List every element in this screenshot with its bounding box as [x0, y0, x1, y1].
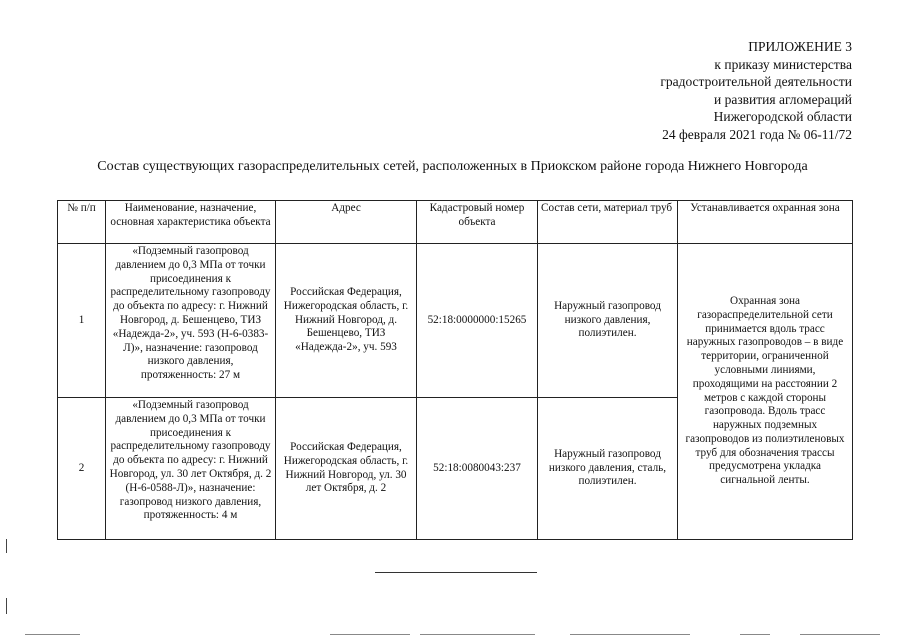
- network-composition: Наружный газопровод низкого давления, сталь, полиэтилен.: [538, 398, 678, 540]
- document-title: Состав существующих газораспределительных сетей, расположенных в Приокском районе города Нижнего Новгорода: [97, 159, 808, 174]
- appendix-header: [592, 38, 852, 143]
- header-number: № п/п: [58, 201, 106, 244]
- row-number: 1: [58, 244, 106, 398]
- order-line-3: и развития агломераций: [713, 91, 852, 107]
- order-line-4: Нижегородской области: [713, 109, 852, 124]
- scan-edge-line: [740, 634, 770, 635]
- cadastral-number: 52:18:0000000:15265: [417, 244, 538, 398]
- protection-zone-text: Охранная зона газораспределительной сети принимается вдоль трасс наружных газопроводов – в виде территории, ограниченной условными линиями, проходящими на расстоянии 2 метров с каждой стороны газопровода. Вдоль трасс наружных подземных газопроводов из полиэтиленовых труб для обозначения трассы предусмотрена укладка сигнальной ленты.: [678, 244, 853, 540]
- header-composition: Состав сети, материал труб: [538, 201, 678, 244]
- header-name: Наименование, назначение, основная характеристика объекта: [106, 201, 276, 244]
- object-description: «Подземный газопровод давлением до 0,3 МПа от точки присоединения к распределительному газопроводу до объекта по адресу: г. Нижний Новгород, д. Бешенцево, ТИЗ «Надежда-2», уч. 593 (Н-6-0383-Л)», назначение: газопровод низкого давления, протяженность: 27 м: [106, 244, 276, 398]
- row-number: 2: [58, 398, 106, 540]
- order-line-1: к приказу министерства: [714, 56, 852, 72]
- scan-margin-mark: [6, 598, 7, 614]
- order-line-2: градостроительной деятельности: [660, 74, 852, 89]
- scan-edge-line: [330, 634, 410, 635]
- header-cadastral: Кадастровый номер объекта: [417, 201, 538, 244]
- object-address: Российская Федерация, Нижегородская область, г. Нижний Новгород, ул. 30 лет Октября, д. 2: [276, 398, 417, 540]
- order-date-number: 24 февраля 2021 года № 06-11/72: [662, 126, 852, 142]
- cadastral-number: 52:18:0080043:237: [417, 398, 538, 540]
- scan-margin-mark: [6, 539, 7, 553]
- scan-edge-line: [25, 634, 80, 635]
- object-address: Российская Федерация, Нижегородская область, г. Нижний Новгород, д. Бешенцево, ТИЗ «Надежда-2», уч. 593: [276, 244, 417, 398]
- signature-rule: [375, 572, 537, 573]
- network-composition: Наружный газопровод низкого давления, полиэтилен.: [538, 244, 678, 398]
- table-header-row: [58, 201, 853, 244]
- header-address: Адрес: [276, 201, 417, 244]
- object-description: «Подземный газопровод давлением до 0,3 МПа от точки присоединения к распределительному газопроводу до объекта по адресу: г. Нижний Новгород, ул. 30 лет Октября, д. 2 (Н-6-0588-Л)», назначение: газопровод низкого давления, протяженность: 4 м: [106, 398, 276, 540]
- header-zone: Устанавливается охранная зона: [678, 201, 853, 244]
- scan-edge-line: [800, 634, 880, 635]
- scan-edge-line: [420, 634, 535, 635]
- gas-network-table: [57, 200, 853, 540]
- scan-edge-line: [570, 634, 690, 635]
- appendix-label: ПРИЛОЖЕНИЕ 3: [748, 39, 852, 54]
- table-row: [58, 244, 853, 398]
